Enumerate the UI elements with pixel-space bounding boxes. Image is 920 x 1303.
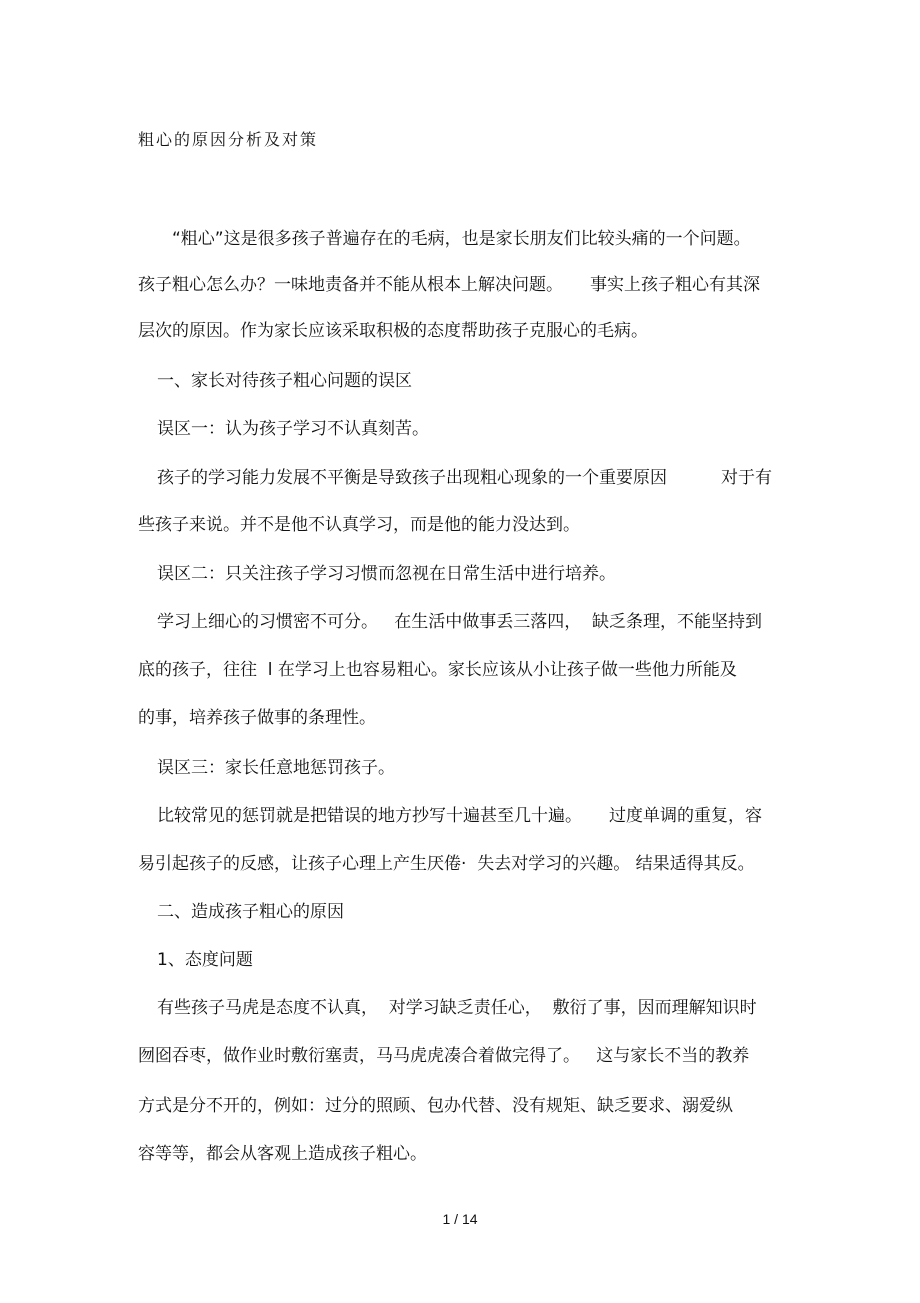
paragraph-line: 易引起孩子的反感，让孩子心理上产生厌倦· 失去对学习的兴趣。 结果适得其反。 [138, 854, 755, 874]
paragraph-line: 误区一：认为孩子学习不认真刻苦。 [157, 419, 429, 439]
paragraph-line: “粗心”这是很多孩子普遍存在的毛病，也是家长朋友们比较头痛的一个问题。 [172, 229, 751, 249]
paragraph-line: 些孩子来说。并不是他不认真学习，而是他的能力没达到。 [138, 515, 580, 535]
paragraph-line: 比较常见的惩罚就是把错误的地方抄写十遍甚至几十遍。 过度单调的重复，容 [157, 806, 763, 826]
paragraph-line: 的事，培养孩子做事的条理性。 [138, 708, 376, 728]
paragraph-line: 有些孩子马虎是态度不认真， 对学习缺乏责任心， 敷衍了事，因而理解知识时 [157, 998, 757, 1018]
paragraph-line: 学习上细心的习惯密不可分。 在生活中做事丢三落四， 缺乏条理，不能坚持到 [157, 612, 763, 632]
paragraph-line: 囫囵吞枣，做作业时敷衍塞责，马马虎虎凑合着做完得了。 这与家长不当的教养 [138, 1046, 750, 1066]
paragraph-line: 孩子粗心怎么办？一味地责备并不能从根本上解决问题。 事实上孩子粗心有其深 [138, 275, 761, 295]
paragraph-line: 误区三：家长任意地惩罚孩子。 [157, 758, 395, 778]
paragraph-line: 孩子的学习能力发展不平衡是导致孩子出现粗心现象的一个重要原因 对于有 [157, 468, 773, 488]
document-title: 粗心的原因分析及对策 [138, 130, 319, 149]
paragraph-line: 误区二：只关注孩子学习习惯而忽视在日常生活中进行培养。 [157, 564, 616, 584]
paragraph-line: 容等等，都会从客观上造成孩子粗心。 [138, 1144, 427, 1164]
paragraph-line: 方式是分不开的，例如：过分的照顾、包办代替、没有规矩、缺乏要求、溺爱纵 [138, 1096, 733, 1116]
paragraph-line: 层次的原因。作为家长应该采取积极的态度帮助孩子克服心的毛病。 [138, 321, 648, 341]
subsection-heading: 1、态度问题 [157, 950, 253, 970]
paragraph-line: 底的孩子，往往 l 在学习上也容易粗心。家长应该从小让孩子做一些他力所能及 [138, 660, 737, 680]
section-heading: 一、家长对待孩子粗心问题的误区 [157, 371, 412, 391]
section-heading: 二、造成孩子粗心的原因 [157, 902, 344, 922]
page-number: 1 / 14 [442, 1211, 478, 1227]
